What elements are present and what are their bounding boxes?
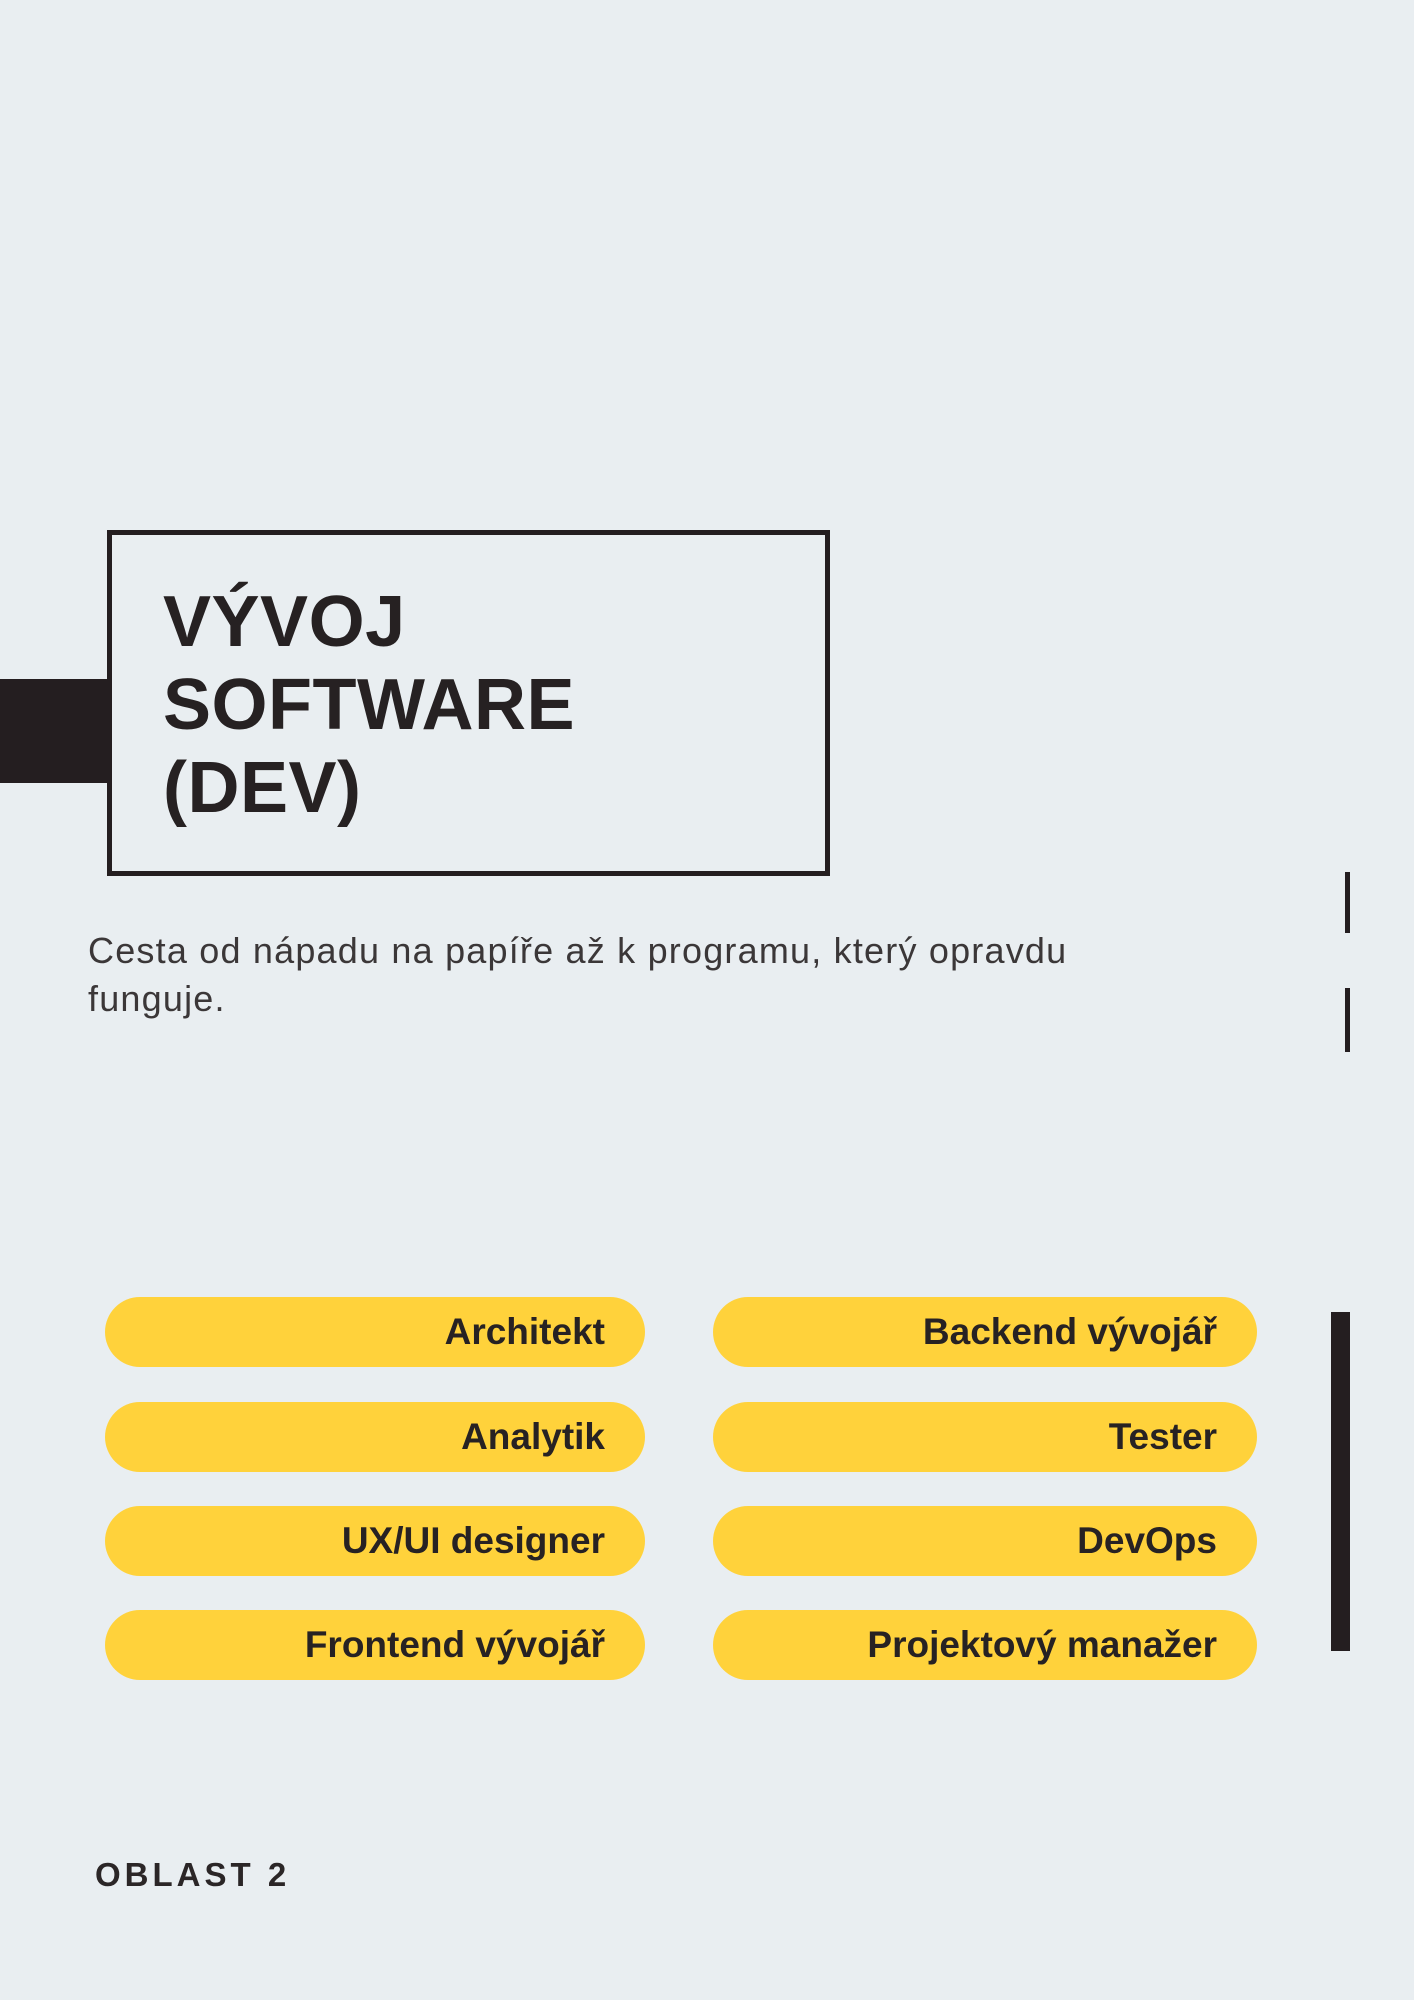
role-pill-analytik: Analytik	[105, 1402, 645, 1472]
left-accent-block	[0, 679, 113, 783]
title-box	[107, 530, 830, 876]
role-pill-backend-vyvojar: Backend vývojář	[713, 1297, 1257, 1367]
role-pill-projektovy-manazer: Projektový manažer	[713, 1610, 1257, 1680]
role-pill-devops: DevOps	[713, 1506, 1257, 1576]
right-tick-mark-1	[1345, 872, 1350, 933]
right-tick-mark-2	[1345, 988, 1350, 1052]
role-pill-tester: Tester	[713, 1402, 1257, 1472]
subtitle-line-2: funguje.	[88, 978, 226, 1019]
page-title-line-2: SOFTWARE	[163, 665, 575, 745]
page-title-line-1: VÝVOJ	[163, 582, 406, 662]
page-title-line-3: (DEV)	[163, 748, 362, 828]
right-accent-bar	[1331, 1312, 1350, 1651]
role-pill-frontend-vyvojar: Frontend vývojář	[105, 1610, 645, 1680]
role-pill-uxui-designer: UX/UI designer	[105, 1506, 645, 1576]
role-pill-architekt: Architekt	[105, 1297, 645, 1367]
footer-section-label: OBLAST 2	[95, 1856, 291, 1893]
subtitle	[88, 927, 1067, 1023]
subtitle-line-1: Cesta od nápadu na papíře až k programu, který opravdu	[88, 930, 1068, 971]
